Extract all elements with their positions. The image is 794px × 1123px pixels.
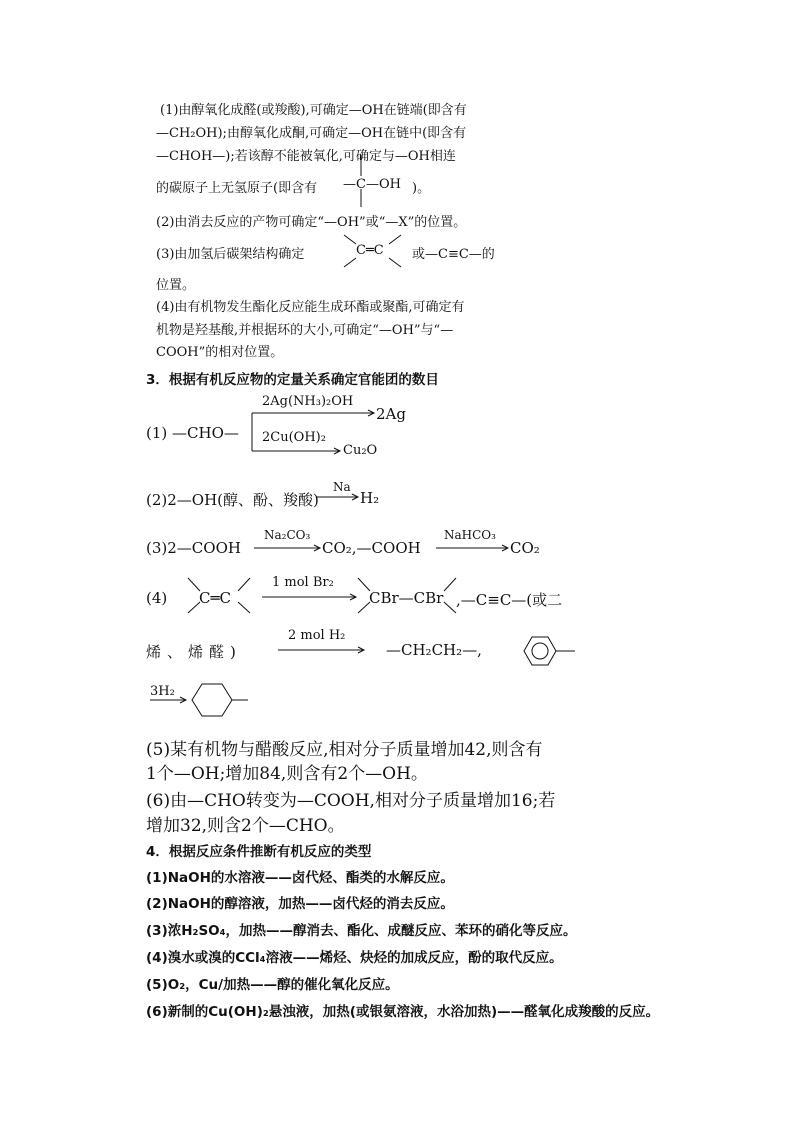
r2-left: (2)2—OH(醇、酚、羧酸) <box>146 491 319 509</box>
r1-bot-reagent: 2Cu(OH)₂ <box>262 430 326 445</box>
p3-text-d: 位置。 <box>156 278 196 293</box>
r1-label: (1) —CHO— <box>146 424 239 442</box>
p1-carbon-oh: —C—OH <box>343 177 401 192</box>
r1-bot-product: Cu₂O <box>343 443 378 458</box>
p1-line4a: 的碳原子上无氢原子(即含有 <box>156 181 318 196</box>
r2-reagent: Na <box>333 480 351 494</box>
r4-product: CBr—CBr <box>369 589 444 607</box>
list-item: (4)溴水或溴的CCl₄溶液——烯烃、炔烃的加成反应，酚的取代反应。 <box>146 950 563 966</box>
r3-left: (3)2—COOH <box>146 539 241 557</box>
r4c-reagent: 3H₂ <box>150 684 175 699</box>
r4-reagent: 1 mol Br₂ <box>272 575 334 590</box>
p6-line2: 增加32,则含2个—CHO。 <box>146 816 345 836</box>
p3-text-a: (3)由加氢后碳架结构确定 <box>156 247 305 262</box>
p5-line1: (5)某有机物与醋酸反应,相对分子质量增加42,则含有 <box>146 740 543 760</box>
r1-top-reagent: 2Ag(NH₃)₂OH <box>262 394 354 409</box>
p5-line2: 1个—OH;增加84,则含有2个—OH。 <box>146 764 428 784</box>
list-item: (5)O₂，Cu/加热——醇的催化氧化反应。 <box>146 977 399 993</box>
r4b-product: —CH₂CH₂—, <box>386 641 482 659</box>
p4-line2: 机物是羟基酸,并根据环的大小,可确定“—OH”与“— <box>156 323 454 338</box>
list-item: (6)新制的Cu(OH)₂悬浊液，加热(或银氨溶液，水浴加热)——醛氧化成羧酸的反应。 <box>146 1004 660 1020</box>
r1-top-product: 2Ag <box>376 405 406 423</box>
p1-line2: —CH₂OH);由醇氧化成酮,可确定—OH在链中(即含有 <box>156 126 467 141</box>
p6-line1: (6)由—CHO转变为—COOH,相对分子质量增加16;若 <box>146 791 556 811</box>
p3-cc: C═C <box>356 243 384 258</box>
p1-line3: —CHOH—);若该醇不能被氧化,可确定与—OH相连 <box>156 149 456 164</box>
r4-label: (4) <box>146 589 168 607</box>
list-item: (2)NaOH的醇溶液，加热——卤代烃的消去反应。 <box>146 896 454 912</box>
section3-heading: 3．根据有机反应物的定量关系确定官能团的数目 <box>146 372 439 388</box>
r3-mid: CO₂,—COOH <box>322 539 421 557</box>
r4b-reagent: 2 mol H₂ <box>288 628 346 643</box>
p4-line3: COOH”的相对位置。 <box>156 345 284 360</box>
section4-heading: 4．根据反应条件推断有机反应的类型 <box>146 844 372 860</box>
p3-text-c: 或—C≡C—的 <box>412 247 495 262</box>
p2-text: (2)由消去反应的产物可确定“—OH”或“—X”的位置。 <box>156 215 467 230</box>
p1-line4c: )。 <box>412 181 431 196</box>
list-item: (1)NaOH的水溶液——卤代烃、酯类的水解反应。 <box>146 870 454 886</box>
r4-tail: ,—C≡C—(或二 <box>456 591 563 609</box>
list-item: (3)浓H₂SO₄，加热——醇消去、酯化、成醚反应、苯环的硝化等反应。 <box>146 923 577 939</box>
r3-product: CO₂ <box>510 539 540 557</box>
p4-line1: (4)由有机物发生酯化反应能生成环酯或聚酯,可确定有 <box>156 300 465 315</box>
p1-line1: (1)由醇氧化成醛(或羧酸),可确定—OH在链端(即含有 <box>160 103 467 118</box>
r2-product: H₂ <box>360 489 380 507</box>
r4b-left: 烯、烯醛) <box>146 643 242 661</box>
r3-reagent1: Na₂CO₃ <box>264 528 311 542</box>
r3-reagent2: NaHCO₃ <box>444 528 496 542</box>
r4-cc: C═C <box>199 589 231 607</box>
